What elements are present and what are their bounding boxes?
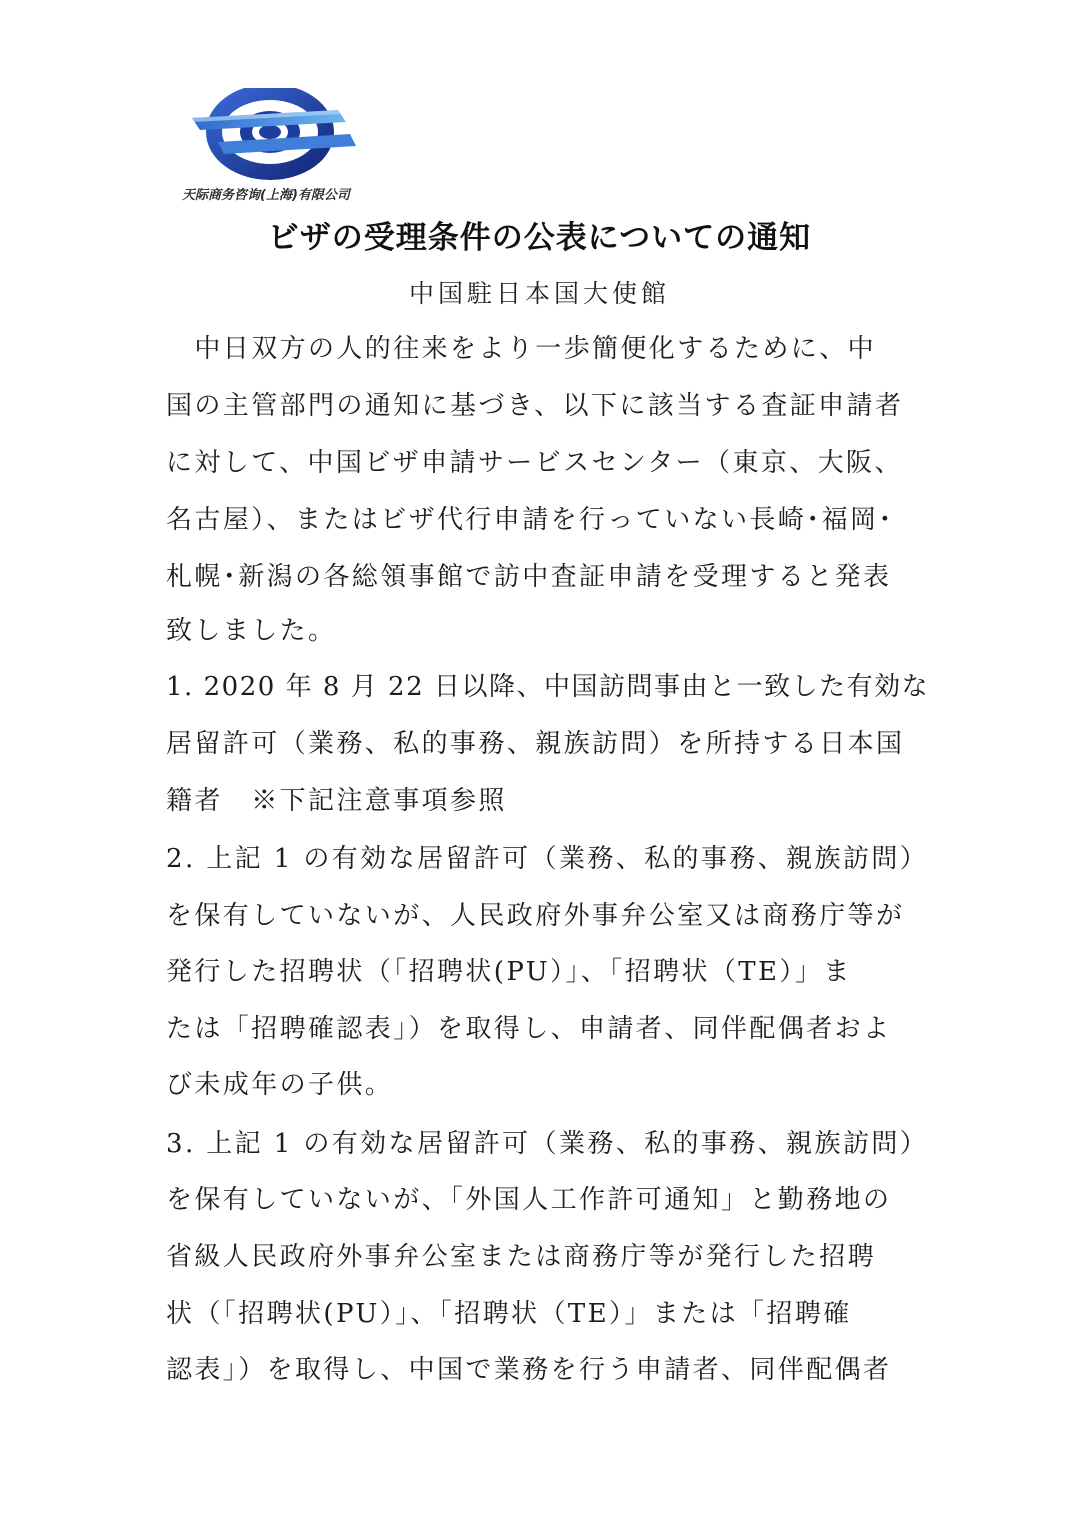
body-line: 致しました。 <box>166 616 337 646</box>
list-item-1-line: 籍者 ※下記注意事項参照 <box>166 786 507 816</box>
body-line: に対して、中国ビザ申請サービスセンター（東京、大阪、 <box>166 448 903 478</box>
issuer-name: 中国駐日本国大使館 <box>408 279 670 308</box>
list-item-2-line: 2. 上記 1 の有効な居留許可（業務、私的事務、親族訪問） <box>166 844 929 874</box>
body-line: 国の主管部門の通知に基づき、以下に該当する査証申請者 <box>166 391 904 421</box>
list-item-2-line: たは「招聘確認表」）を取得し、申請者、同伴配偶者およ <box>166 1014 892 1044</box>
list-item-3-line: 状（「招聘状(PU）」、「招聘状（TE）」または「招聘確 <box>166 1299 852 1329</box>
list-item-3-line: 認表」）を取得し、中国で業務を行う申請者、同伴配偶者 <box>166 1355 892 1385</box>
list-item-2-line: び未成年の子供。 <box>166 1070 394 1100</box>
logo-caption: 天际商务咨询(上海)有限公司 <box>182 188 350 203</box>
list-item-3-line: 省級人民政府外事弁公室または商務庁等が発行した招聘 <box>166 1242 877 1272</box>
list-item-3-line: を保有していないが、「外国人工作許可通知」と勤務地の <box>166 1185 892 1215</box>
list-item-1-line: 1. 2020 年 8 月 22 日以降、中国訪問事由と一致した有効な <box>166 672 930 702</box>
list-item-2-line: を保有していないが、人民政府外事弁公室又は商務庁等が <box>166 901 905 931</box>
notice-title: ビザの受理条件の公表についての通知 <box>267 220 812 256</box>
list-item-3-line: 3. 上記 1 の有効な居留許可（業務、私的事務、親族訪問） <box>166 1129 929 1159</box>
list-item-2-line: 発行した招聘状（「招聘状(PU）」、「招聘状（TE）」ま <box>166 957 852 987</box>
body-line: 札幌･新潟の各総領事館で訪中査証申請を受理すると発表 <box>166 562 892 592</box>
body-line: 中日双方の人的往来をより一歩簡便化するために、中 <box>166 334 877 364</box>
company-emblem-icon <box>178 88 368 188</box>
list-item-1-line: 居留許可（業務、私的事務、親族訪問）を所持する日本国 <box>166 729 905 759</box>
body-line: 名古屋）、またはビザ代行申請を行っていない長崎･福岡･ <box>166 505 894 535</box>
